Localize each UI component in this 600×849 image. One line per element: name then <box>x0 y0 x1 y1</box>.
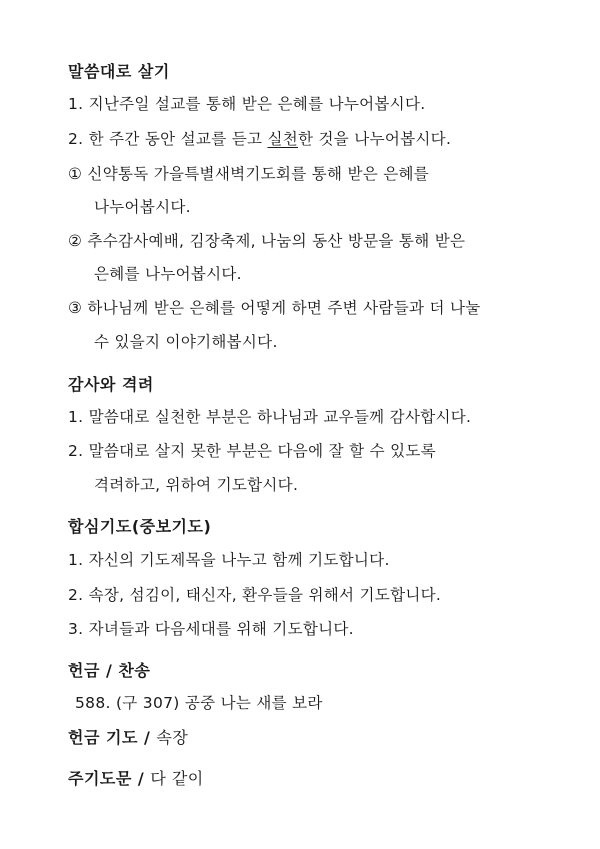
section-title-offering-prayer <box>68 725 188 748</box>
prayer-item-2: 2. 속장, 섬김이, 태신자, 환우들을 위해서 기도합니다. <box>68 586 442 604</box>
section-title-offering: 헌금 / 찬송 <box>68 661 151 680</box>
hymn-number-title: 588. (구 307) 공중 나는 새를 보라 <box>75 694 323 712</box>
offering-prayer-title: 헌금 기도 / <box>68 728 157 747</box>
section-title-thanks: 감사와 격려 <box>68 375 154 394</box>
living-word-item-1: 1. 지난주일 설교를 통해 받은 은혜를 나누어봅시다. <box>68 95 426 113</box>
lords-prayer-title: 주기도문 / <box>68 769 151 788</box>
prayer-item-3: 3. 자녀들과 다음세대를 위해 기도합니다. <box>68 620 354 638</box>
section-title-lords-prayer <box>68 766 204 789</box>
living-word-sub-2-line-1: ② 추수감사예배, 김장축제, 나눔의 동산 방문을 통해 받은 <box>68 232 466 250</box>
living-word-item-2 <box>68 127 451 149</box>
living-word-sub-2-line-2: 은혜를 나누어봅시다. <box>94 265 242 283</box>
thanks-item-1: 1. 말씀대로 실천한 부분은 하나님과 교우들께 감사합시다. <box>68 408 472 426</box>
living-word-sub-1-line-1: ① 신약통독 가을특별새벽기도회를 통해 받은 은혜를 <box>68 165 430 183</box>
prayer-item-1: 1. 자신의 기도제목을 나누고 함께 기도합니다. <box>68 551 390 569</box>
section-title-living-word: 말씀대로 살기 <box>68 62 170 81</box>
living-word-sub-1-line-2: 나누어봅시다. <box>94 198 191 216</box>
living-word-item-2-underlined: 실천 <box>267 130 299 148</box>
lords-prayer-who: 다 같이 <box>150 769 204 788</box>
living-word-sub-3-line-2: 수 있을지 이야기해봅시다. <box>94 333 278 351</box>
offering-prayer-leader: 속장 <box>156 728 189 747</box>
thanks-item-2-line-1: 2. 말씀대로 살지 못한 부분은 다음에 잘 할 수 있도록 <box>68 442 436 460</box>
thanks-item-2-line-2: 격려하고, 위하여 기도합시다. <box>94 476 299 494</box>
living-word-item-2-pre: 2. 한 주간 동안 설교를 듣고 <box>68 130 268 148</box>
living-word-item-2-post: 한 것을 나누어봅시다. <box>298 130 452 148</box>
living-word-sub-3-line-1: ③ 하나님께 받은 은혜를 어떻게 하면 주변 사람들과 더 나눌 <box>68 299 481 317</box>
section-title-prayer: 합심기도(중보기도) <box>68 517 212 536</box>
